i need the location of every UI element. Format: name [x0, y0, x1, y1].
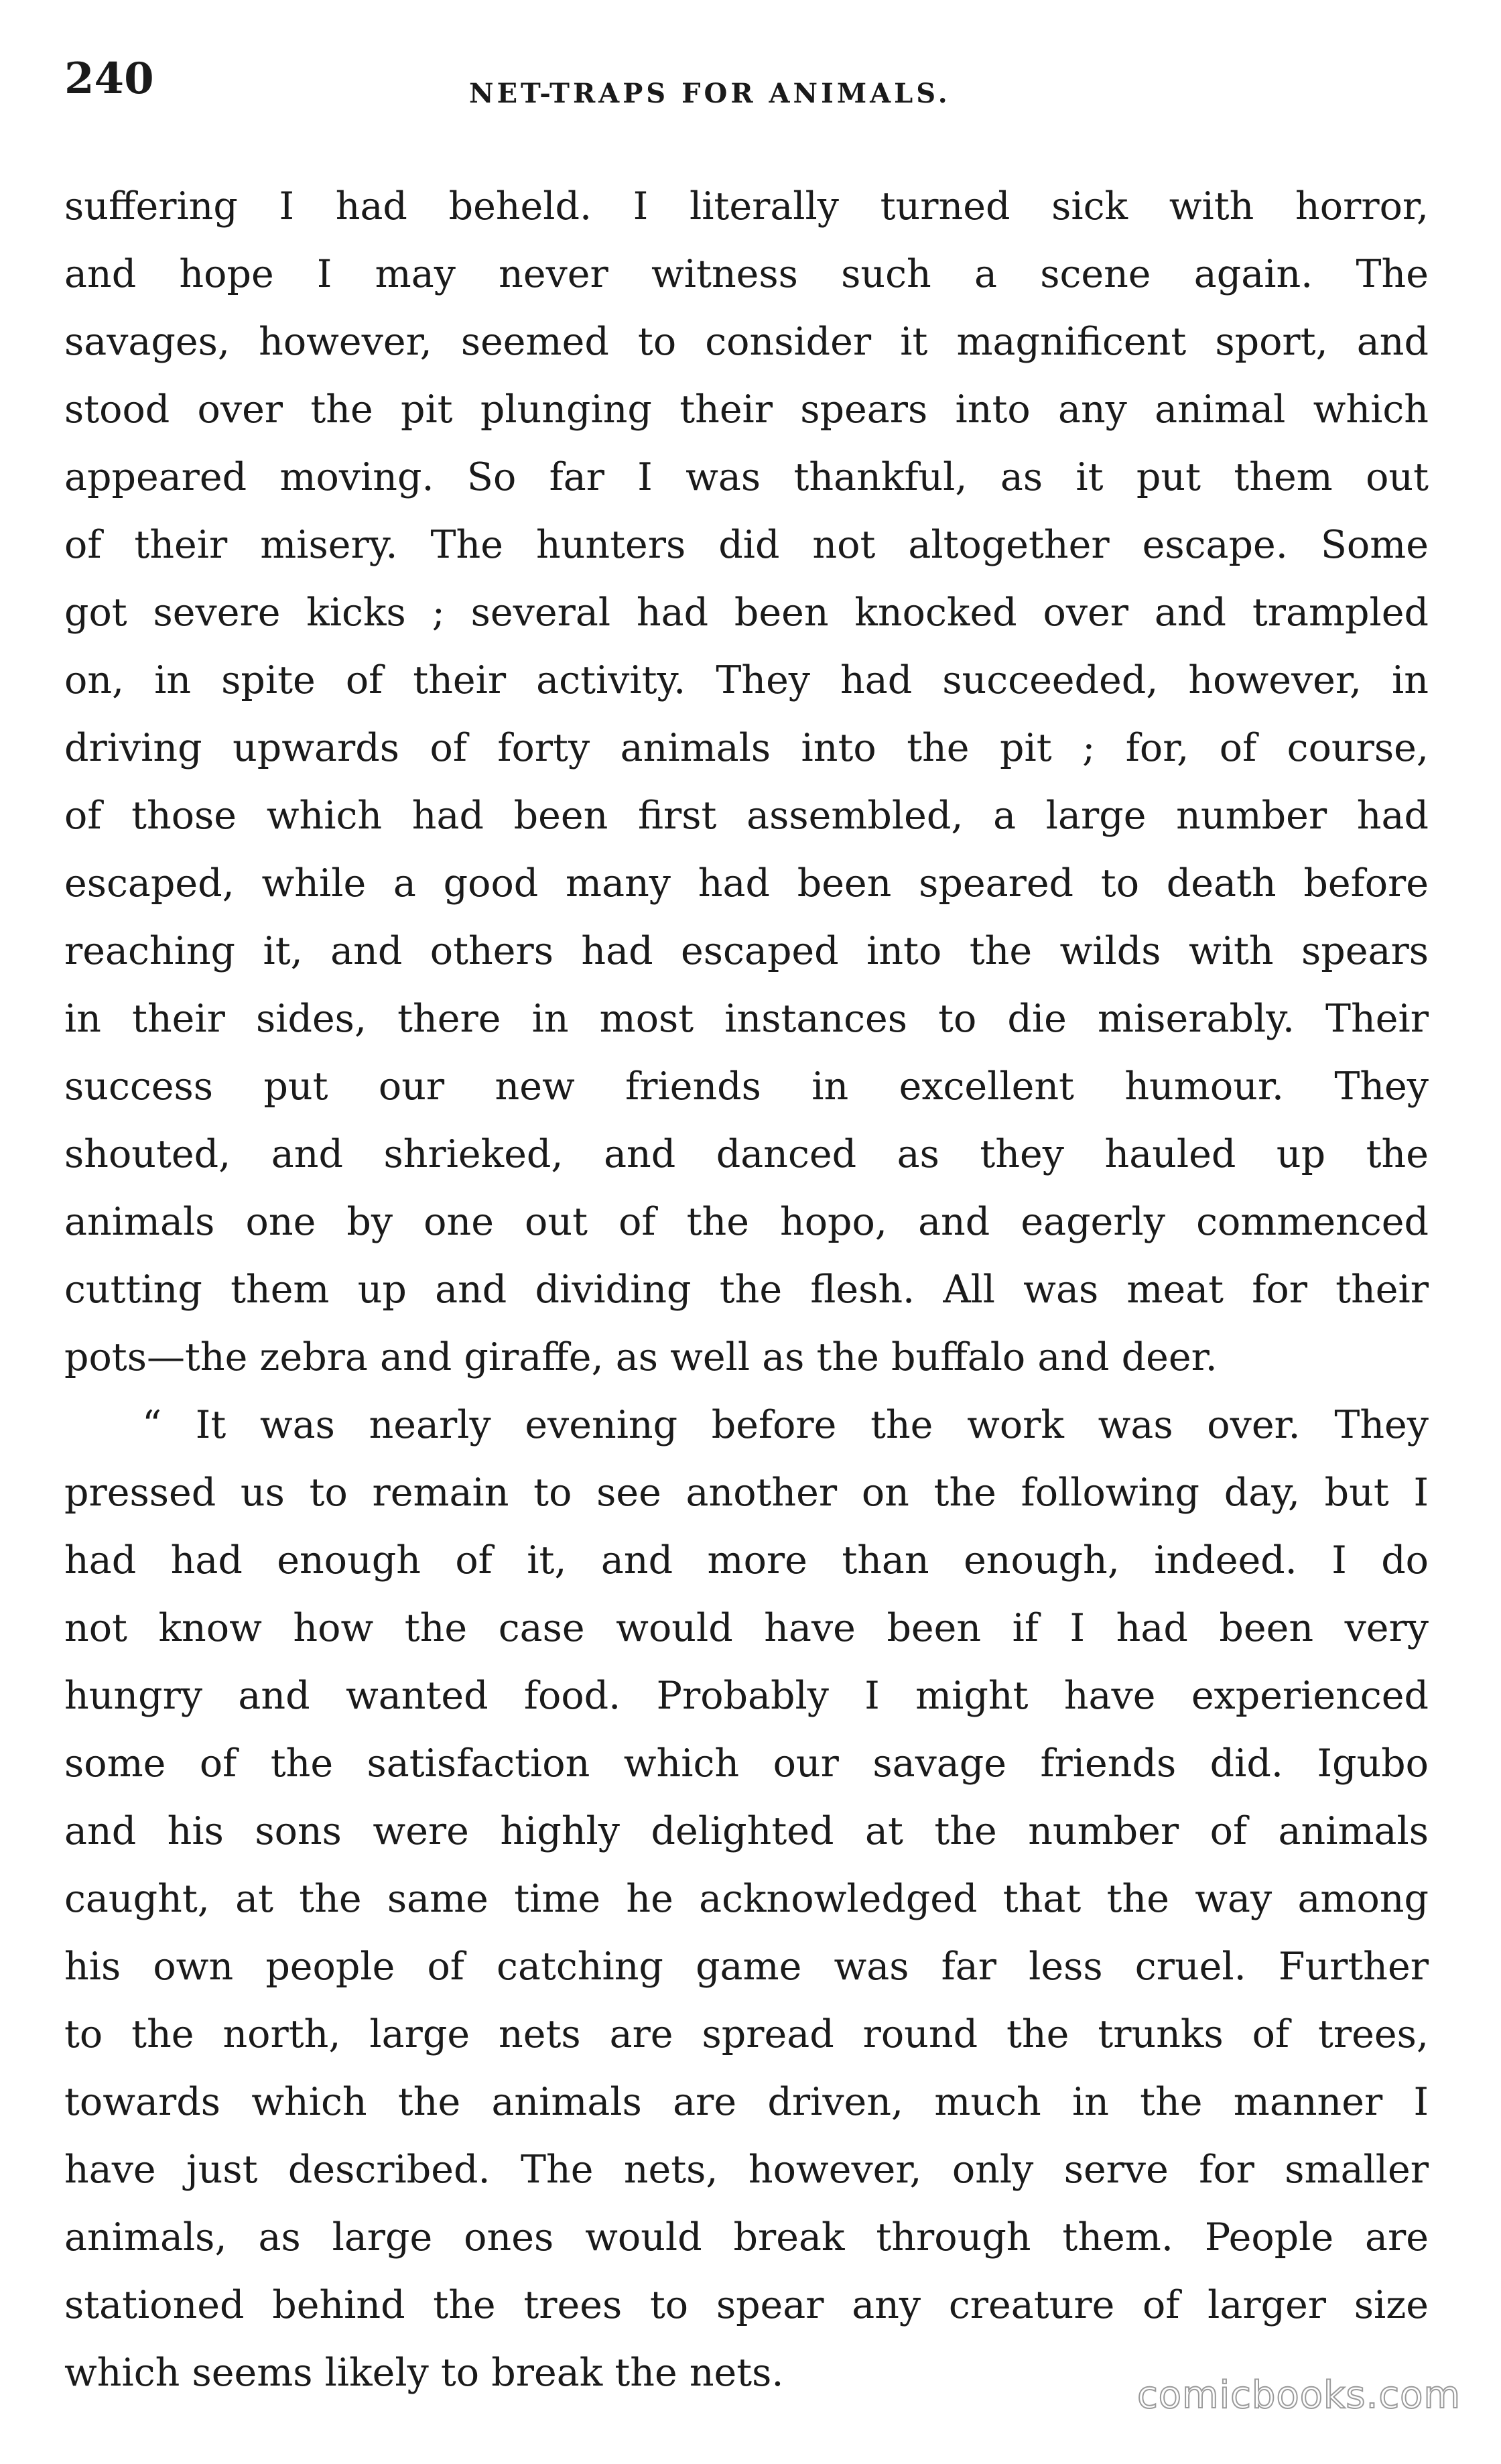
text-line: savages, however, seemed to consider it magnificent sport, and	[64, 320, 1429, 364]
text-line: and hope I may never witness such a scene again. The	[64, 252, 1429, 296]
text-line: driving upwards of forty animals into the pit ; for, of course,	[64, 726, 1429, 770]
text-line: suffering I had beheld. I literally turned sick with horror,	[64, 184, 1429, 229]
text-line: “ It was nearly evening before the work was over. They	[142, 1403, 1429, 1447]
text-line: on, in spite of their activity. They had succeeded, however, in	[64, 658, 1429, 702]
text-line: got severe kicks ; several had been knocked over and trampled	[64, 591, 1429, 635]
text-line: cutting them up and dividing the flesh. All was meat for their	[64, 1268, 1429, 1312]
text-line: animals, as large ones would break through them. People are	[64, 2215, 1429, 2260]
text-line: which seems likely to break the nets.	[64, 2351, 784, 2395]
text-line: his own people of catching game was far less cruel. Further	[64, 1945, 1429, 1989]
text-line: success put our new friends in excellent humour. They	[64, 1064, 1429, 1109]
text-line: stationed behind the trees to spear any creature of larger size	[64, 2283, 1429, 2327]
text-line: pots—the zebra and giraffe, as well as the buffalo and deer.	[64, 1335, 1218, 1379]
text-line: escaped, while a good many had been speared to death before	[64, 861, 1429, 906]
text-line: had had enough of it, and more than enough, indeed. I do	[64, 1538, 1429, 1583]
text-line: animals one by one out of the hopo, and eagerly commenced	[64, 1200, 1429, 1244]
text-line: to the north, large nets are spread round the trunks of trees,	[64, 2012, 1429, 2056]
text-line: in their sides, there in most instances to die miserably. Their	[64, 997, 1429, 1041]
text-line: towards which the animals are driven, much in the manner I	[64, 2080, 1429, 2124]
body-text	[64, 173, 1429, 2407]
text-line: and his sons were highly delighted at the number of animals	[64, 1809, 1429, 1853]
text-line: have just described. The nets, however, only serve for smaller	[64, 2148, 1429, 2192]
text-line: reaching it, and others had escaped into the wilds with spears	[64, 929, 1429, 973]
text-line: shouted, and shrieked, and danced as they hauled up the	[64, 1132, 1429, 1176]
text-line: appeared moving. So far I was thankful, as it put them out	[64, 455, 1429, 499]
text-line: of their misery. The hunters did not altogether escape. Some	[64, 523, 1429, 567]
text-line: some of the satisfaction which our savage friends did. Igubo	[64, 1741, 1429, 1786]
text-line: not know how the case would have been if I had been very	[64, 1606, 1429, 1650]
page-number: 240	[64, 54, 154, 104]
text-line: stood over the pit plunging their spears into any animal which	[64, 387, 1429, 432]
text-line: of those which had been first assembled, a large number had	[64, 794, 1429, 838]
text-line: hungry and wanted food. Probably I might have experienced	[64, 1674, 1429, 1718]
text-line: caught, at the same time he acknowledged that the way among	[64, 1877, 1429, 1921]
running-title: NET-TRAPS FOR ANIMALS.	[469, 78, 951, 109]
watermark: comicbooks.com	[1136, 2374, 1461, 2417]
text-line: pressed us to remain to see another on the following day, but I	[64, 1471, 1429, 1515]
